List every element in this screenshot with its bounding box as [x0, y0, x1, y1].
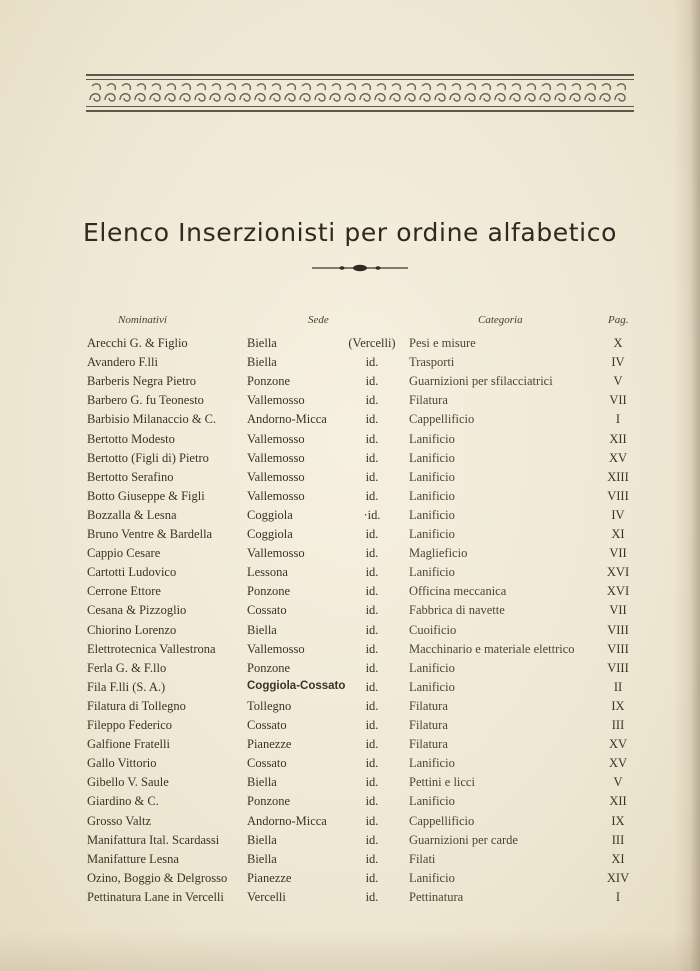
- page-number: VII: [609, 603, 627, 618]
- table-row: [0, 355, 700, 374]
- ornament-scroll: [105, 84, 115, 101]
- ornament-scroll: [165, 84, 175, 101]
- advertiser-location: Biella: [247, 832, 277, 847]
- table-row: [0, 489, 700, 508]
- table-row: [0, 699, 700, 718]
- table-row: [0, 584, 700, 603]
- advertiser-location: Vallemosso: [247, 393, 305, 408]
- ornament-scroll: [435, 84, 445, 101]
- page-number: VIII: [607, 488, 629, 503]
- province-ref: id.: [365, 756, 379, 771]
- title-divider-ornament: [312, 262, 408, 274]
- province-ref: id.: [365, 718, 379, 732]
- table-row: [0, 794, 700, 813]
- ornament-scroll: [570, 84, 580, 101]
- column-header-sede: Sede: [308, 314, 329, 326]
- advertiser-location: Biella: [247, 336, 277, 350]
- page-number: XV: [608, 737, 628, 752]
- ornament-scroll: [450, 84, 460, 101]
- advertiser-location: Vallemosso: [247, 450, 305, 465]
- ornament-scroll: [540, 84, 550, 101]
- page-number: X: [613, 336, 623, 350]
- table-row: [0, 603, 700, 622]
- advertiser-category: Lanificio: [409, 488, 455, 503]
- advertiser-category: Pettinatura: [409, 889, 464, 904]
- page-number: IX: [611, 813, 625, 828]
- advertiser-category: Cappellificio: [409, 412, 475, 427]
- page-number: XV: [608, 756, 628, 771]
- advertiser-location: Ponzone: [247, 660, 291, 675]
- table-row: [0, 432, 700, 451]
- table-row: [0, 336, 700, 355]
- ornament-scroll: [315, 84, 325, 101]
- page-number: III: [611, 832, 625, 847]
- advertiser-name: Bertotto Serafino: [87, 469, 174, 484]
- page-number: VIII: [607, 641, 629, 656]
- province-ref: id.: [365, 660, 379, 675]
- advertiser-category: Filatura: [409, 393, 448, 408]
- province-ref: id.: [365, 813, 379, 828]
- page-number: III: [611, 718, 625, 732]
- advertiser-location: Biella: [247, 355, 277, 370]
- table-row: [0, 661, 700, 680]
- advertiser-name: Barbisio Milanaccio & C.: [87, 412, 217, 427]
- advertiser-name: Cesana & Pizzoglio: [87, 603, 187, 618]
- ornament-scroll: [405, 84, 415, 101]
- advertiser-location: Ponzone: [247, 584, 291, 599]
- page-number: IV: [611, 355, 625, 370]
- ornament-scroll: [300, 84, 310, 101]
- advertiser-location: Coggiola: [247, 507, 293, 522]
- ornament-scroll: [600, 84, 610, 101]
- advertiser-location: Tollegno: [247, 698, 292, 713]
- table-row: [0, 890, 700, 909]
- province-ref: id.: [365, 469, 379, 484]
- advertiser-category: Maglieficio: [409, 546, 468, 561]
- advertiser-category: Filati: [409, 851, 436, 866]
- ornamental-border: [86, 74, 634, 112]
- advertiser-location: Cossato: [247, 756, 287, 771]
- advertiser-location: Lessona: [247, 565, 288, 580]
- ornament-scroll: [495, 84, 505, 101]
- ornament-scroll: [285, 84, 295, 101]
- advertiser-location: Pianezze: [247, 870, 292, 885]
- province-ref: id.: [365, 851, 379, 866]
- ornament-scroll: [615, 84, 625, 101]
- page-number: VII: [609, 393, 627, 408]
- ornament-scroll: [195, 84, 205, 101]
- table-row: [0, 814, 700, 833]
- advertiser-category: Lanificio: [409, 565, 455, 580]
- page-number: V: [613, 775, 623, 790]
- page-number: XVI: [606, 565, 630, 580]
- province-ref: id.: [365, 412, 379, 427]
- advertiser-name: Bruno Ventre & Bardella: [87, 527, 213, 541]
- page-number: VIII: [607, 622, 629, 637]
- advertiser-category: Officina meccanica: [409, 584, 507, 599]
- advertiser-name: Bertotto Modesto: [87, 431, 175, 446]
- ornament-scroll: [180, 84, 190, 101]
- page-number: I: [615, 889, 621, 904]
- page-number: XI: [611, 527, 625, 541]
- province-ref: id.: [365, 794, 379, 809]
- table-row: [0, 718, 700, 737]
- province-ref: id.: [365, 374, 379, 389]
- advertiser-name: Manifattura Ital. Scardassi: [87, 832, 220, 847]
- advertiser-location: Vallemosso: [247, 488, 305, 503]
- ornament-scroll: [390, 84, 400, 101]
- page-number: IX: [611, 698, 625, 713]
- advertiser-name: Chiorino Lorenzo: [87, 622, 177, 637]
- ornament-scroll: [465, 84, 475, 101]
- advertiser-name: Gibello V. Saule: [87, 775, 169, 790]
- page-title: Elenco Inserzionisti per ordine alfabetico: [83, 218, 617, 247]
- advertiser-location: Vallemosso: [247, 469, 305, 484]
- advertiser-name: Filatura di Tollegno: [87, 698, 186, 713]
- province-ref: id.: [365, 870, 379, 885]
- advertiser-category: Pettini e licci: [409, 775, 475, 790]
- advertiser-name: Barberis Negra Pietro: [87, 374, 196, 389]
- advertiser-location: Ponzone: [247, 374, 291, 389]
- advertiser-category: Lanificio: [409, 450, 455, 465]
- advertiser-location: Andorno-Micca: [247, 813, 327, 828]
- advertiser-category: Lanificio: [409, 469, 455, 484]
- advertiser-location: Pianezze: [247, 737, 292, 752]
- advertiser-category: Filatura: [409, 718, 448, 732]
- ornament-scroll: [420, 84, 430, 101]
- ornament-scroll: [345, 84, 355, 101]
- advertiser-category: Lanificio: [409, 431, 455, 446]
- advertiser-category: Cuoificio: [409, 622, 457, 637]
- advertiser-name: Elettrotecnica Vallestrona: [87, 641, 216, 656]
- advertiser-category: Cappellificio: [409, 813, 475, 828]
- advertiser-location: Biella: [247, 775, 277, 790]
- ornament-scroll: [135, 84, 145, 101]
- province-ref: ·id.: [363, 507, 381, 522]
- page-number: XII: [609, 431, 627, 446]
- advertiser-location: Ponzone: [247, 794, 291, 809]
- advertiser-name: Cerrone Ettore: [87, 584, 161, 599]
- province-ref: id.: [365, 737, 379, 752]
- advertiser-location: Biella: [247, 851, 277, 866]
- ornament-scroll: [225, 84, 235, 101]
- page-edge-shadow: [674, 0, 700, 971]
- page-number: XVI: [606, 584, 630, 599]
- province-ref: id.: [365, 889, 379, 904]
- advertiser-name: Fileppo Federico: [87, 718, 173, 732]
- advertiser-category: Macchinario e materiale elettrico: [409, 641, 575, 656]
- table-row: [0, 527, 700, 546]
- page-number: I: [615, 412, 621, 427]
- advertiser-name: Bertotto (Figli di) Pietro: [87, 450, 209, 465]
- table-row: [0, 852, 700, 871]
- advertiser-name: Cartotti Ludovico: [87, 565, 177, 580]
- advertiser-category: Lanificio: [409, 870, 455, 885]
- table-row: [0, 833, 700, 852]
- table-row: [0, 756, 700, 775]
- advertiser-location: Vallemosso: [247, 431, 305, 446]
- ornament-scroll: [330, 84, 340, 101]
- advertiser-name: Avandero F.lli: [87, 355, 158, 370]
- page-number: VII: [609, 546, 627, 561]
- advertiser-location: Vallemosso: [247, 546, 305, 561]
- column-header-categoria: Categoria: [478, 314, 523, 326]
- province-ref: id.: [365, 832, 379, 847]
- page-number: IV: [611, 507, 625, 522]
- column-header-pag: Pag.: [608, 314, 629, 326]
- ornament-scroll: [120, 84, 130, 101]
- advertiser-category: Pesi e misure: [409, 336, 476, 350]
- table-row: [0, 680, 700, 699]
- page-number: V: [613, 374, 623, 389]
- province-ref: id.: [365, 546, 379, 561]
- table-row: [0, 565, 700, 584]
- province-ref: id.: [365, 527, 379, 541]
- page-number: XII: [609, 794, 627, 809]
- ornament-scroll: [150, 84, 160, 101]
- advertiser-category: Lanificio: [409, 794, 455, 809]
- table-row: [0, 508, 700, 527]
- advertiser-location: Coggiola-Cossato: [247, 679, 346, 692]
- table-row: [0, 412, 700, 431]
- ornament-scroll: [210, 84, 220, 101]
- province-ref: id.: [365, 641, 379, 656]
- advertiser-category: Lanificio: [409, 679, 455, 694]
- advertiser-category: Lanificio: [409, 527, 455, 541]
- advertiser-category: Filatura: [409, 698, 448, 713]
- ornament-scroll: [555, 84, 565, 101]
- province-ref: id.: [365, 679, 379, 694]
- table-row: [0, 871, 700, 890]
- advertiser-location: Coggiola: [247, 527, 293, 541]
- advertiser-category: Lanificio: [409, 660, 455, 675]
- province-ref: id.: [365, 565, 379, 580]
- page-number: XV: [608, 450, 628, 465]
- page-bottom-shade: [0, 931, 700, 971]
- advertiser-location: Cossato: [247, 718, 287, 732]
- table-row: [0, 451, 700, 470]
- ornament-scroll: [360, 84, 370, 101]
- ornament-scroll: [270, 84, 280, 101]
- page-number: XI: [611, 851, 625, 866]
- advertiser-name: Cappio Cesare: [87, 546, 161, 561]
- advertiser-category: Filatura: [409, 737, 448, 752]
- advertiser-name: Giardino & C.: [87, 794, 159, 809]
- advertiser-name: Barbero G. fu Teonesto: [87, 393, 204, 408]
- ornament-scroll: [375, 84, 385, 101]
- advertiser-name: Manifatture Lesna: [87, 851, 179, 866]
- province-ref: id.: [365, 431, 379, 446]
- province-ref: id.: [365, 698, 379, 713]
- advertiser-location: Vercelli: [247, 889, 286, 904]
- table-row: [0, 775, 700, 794]
- province-ref: (Vercelli): [348, 336, 396, 350]
- ornament-scroll: [240, 84, 250, 101]
- advertiser-location: Vallemosso: [247, 641, 305, 656]
- advertiser-location: Cossato: [247, 603, 287, 618]
- advertiser-name: Ferla G. & F.llo: [87, 660, 167, 675]
- table-row: [0, 737, 700, 756]
- ornament-scroll: [585, 84, 595, 101]
- advertiser-name: Gallo Vittorio: [87, 756, 157, 771]
- advertiser-category: Trasporti: [409, 355, 455, 370]
- table-row: [0, 374, 700, 393]
- province-ref: id.: [365, 355, 379, 370]
- advertiser-name: Pettinatura Lane in Vercelli: [87, 889, 224, 904]
- ornament-scroll: [255, 84, 265, 101]
- advertiser-name: Galfione Fratelli: [87, 737, 170, 752]
- table-row: [0, 642, 700, 661]
- advertiser-category: Fabbrica di navette: [409, 603, 505, 618]
- ornament-scroll: [525, 84, 535, 101]
- page-number: XIII: [607, 469, 629, 484]
- province-ref: id.: [365, 584, 379, 599]
- advertiser-category: Guarnizioni per carde: [409, 832, 518, 847]
- advertiser-category: Lanificio: [409, 507, 455, 522]
- province-ref: id.: [365, 622, 379, 637]
- province-ref: id.: [365, 393, 379, 408]
- advertiser-name: Bozzalla & Lesna: [87, 507, 177, 522]
- advertiser-name: Fila F.lli (S. A.): [87, 679, 166, 694]
- advertiser-category: Lanificio: [409, 756, 455, 771]
- ornament-scroll: [510, 84, 520, 101]
- province-ref: id.: [365, 488, 379, 503]
- province-ref: id.: [365, 603, 379, 618]
- advertiser-name: Botto Giuseppe & Figli: [87, 488, 205, 503]
- advertiser-location: Andorno-Micca: [247, 412, 327, 427]
- column-header-nominativi: Nominativi: [118, 314, 167, 326]
- table-row: [0, 470, 700, 489]
- advertiser-name: Grosso Valtz: [87, 813, 152, 828]
- page-number: VIII: [607, 660, 629, 675]
- advertiser-name: Arecchi G. & Figlio: [87, 336, 188, 350]
- advertiser-category: Guarnizioni per sfilacciatrici: [409, 374, 553, 389]
- table-row: [0, 623, 700, 642]
- table-row: [0, 546, 700, 565]
- ornament-scroll: [90, 84, 100, 101]
- ornament-scroll: [480, 84, 490, 101]
- province-ref: id.: [365, 775, 379, 790]
- page-number: II: [613, 679, 623, 694]
- advertiser-name: Ozino, Boggio & Delgrosso: [87, 870, 228, 885]
- province-ref: id.: [365, 450, 379, 465]
- advertiser-location: Biella: [247, 622, 277, 637]
- page-number: XIV: [606, 870, 630, 885]
- table-row: [0, 393, 700, 412]
